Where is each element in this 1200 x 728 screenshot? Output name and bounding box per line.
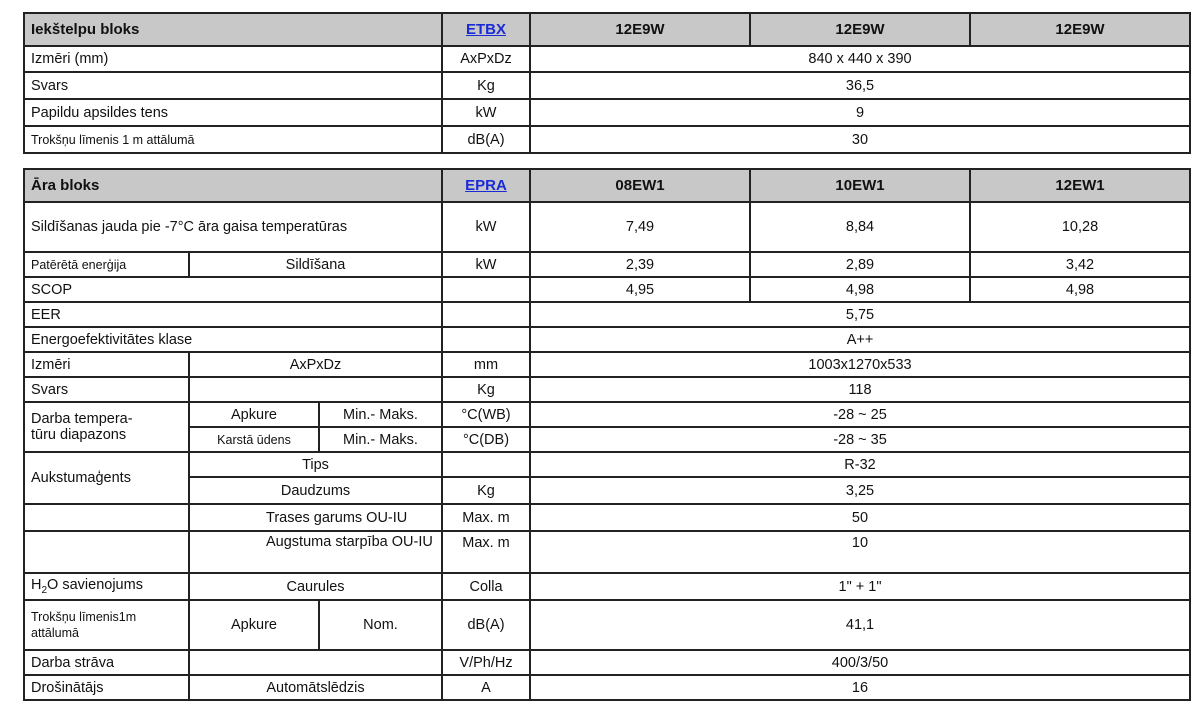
indoor-weight-row bbox=[24, 72, 1190, 99]
temp-range-label bbox=[24, 402, 189, 452]
water-connection-sub: Caurules bbox=[189, 573, 442, 600]
height-diff-unit: Max. m bbox=[442, 531, 530, 573]
current-unit: V/Ph/Hz bbox=[442, 650, 530, 675]
row-value: 9 bbox=[530, 99, 1190, 126]
row-label: Trokšņu līmenis 1 m attālumā bbox=[24, 126, 442, 153]
indoor-model-link[interactable]: ETBX bbox=[442, 13, 530, 46]
power-consumption-value-1: 2,39 bbox=[530, 252, 750, 277]
temp-range-label-line1: Darba tempera- bbox=[31, 411, 133, 427]
row-label: Izmēri (mm) bbox=[24, 46, 442, 72]
dimensions-row bbox=[24, 352, 1190, 377]
temp-hotwater-label: Karstā ūdens bbox=[189, 427, 319, 452]
eer-label: EER bbox=[24, 302, 442, 327]
pipe-length-row bbox=[24, 504, 1190, 531]
power-consumption-row bbox=[24, 252, 1190, 277]
temp-heating-label: Apkure bbox=[189, 402, 319, 427]
refrigerant-amount-unit: Kg bbox=[442, 477, 530, 504]
indoor-unit-table bbox=[23, 12, 1191, 154]
scop-label: SCOP bbox=[24, 277, 442, 302]
power-consumption-value-3: 3,42 bbox=[970, 252, 1190, 277]
energy-class-row bbox=[24, 327, 1190, 352]
outdoor-title: Āra bloks bbox=[24, 169, 442, 202]
refrigerant-amount-row bbox=[24, 477, 1190, 504]
weight-sub bbox=[189, 377, 442, 402]
pipe-length-spacer bbox=[24, 504, 189, 531]
scop-row bbox=[24, 277, 1190, 302]
water-connection-label: $H_2O$ savienojums bbox=[24, 573, 189, 600]
heating-capacity-value-2: 8,84 bbox=[750, 202, 970, 252]
temp-hotwater-value: -28 ~ 35 bbox=[530, 427, 1190, 452]
heating-capacity-value-3: 10,28 bbox=[970, 202, 1190, 252]
fuse-value: 16 bbox=[530, 675, 1190, 700]
row-unit: AxPxDz bbox=[442, 46, 530, 72]
pipe-length-label: Trases garums OU-IU bbox=[189, 504, 442, 531]
energy-class-value: A++ bbox=[530, 327, 1190, 352]
current-row bbox=[24, 650, 1190, 675]
height-diff-row bbox=[24, 531, 1190, 573]
refrigerant-type-label: Tips bbox=[189, 452, 442, 477]
scop-unit bbox=[442, 277, 530, 302]
power-consumption-label: Patērētā enerģija bbox=[24, 252, 189, 277]
outdoor-model-1: 08EW1 bbox=[530, 169, 750, 202]
current-value: 400/3/50 bbox=[530, 650, 1190, 675]
outdoor-header-row bbox=[24, 169, 1190, 202]
noise-row bbox=[24, 600, 1190, 650]
weight-label: Svars bbox=[24, 377, 189, 402]
power-consumption-unit: kW bbox=[442, 252, 530, 277]
temp-heating-minmax: Min.- Maks. bbox=[319, 402, 442, 427]
dimensions-value: 1003x1270x533 bbox=[530, 352, 1190, 377]
scop-value-1: 4,95 bbox=[530, 277, 750, 302]
refrigerant-amount-value: 3,25 bbox=[530, 477, 1190, 504]
heating-capacity-row bbox=[24, 202, 1190, 252]
water-connection-unit: Colla bbox=[442, 573, 530, 600]
scop-value-2: 4,98 bbox=[750, 277, 970, 302]
indoor-model-3: 12E9W bbox=[970, 13, 1190, 46]
current-sub bbox=[189, 650, 442, 675]
fuse-sub: Automātslēdzis bbox=[189, 675, 442, 700]
outdoor-model-2: 10EW1 bbox=[750, 169, 970, 202]
temp-range-heating-row bbox=[24, 402, 1190, 427]
heating-capacity-value-1: 7,49 bbox=[530, 202, 750, 252]
fuse-row bbox=[24, 675, 1190, 700]
weight-unit: Kg bbox=[442, 377, 530, 402]
indoor-heater-row bbox=[24, 99, 1190, 126]
power-consumption-value-2: 2,89 bbox=[750, 252, 970, 277]
refrigerant-type-unit bbox=[442, 452, 530, 477]
refrigerant-type-row bbox=[24, 452, 1190, 477]
row-value: 840 x 440 x 390 bbox=[530, 46, 1190, 72]
fuse-unit: A bbox=[442, 675, 530, 700]
refrigerant-label: Aukstumaģents bbox=[24, 452, 189, 504]
row-unit: dB(A) bbox=[442, 126, 530, 153]
outdoor-model-3: 12EW1 bbox=[970, 169, 1190, 202]
height-diff-label: Augstuma starpība OU-IU bbox=[189, 531, 442, 573]
temp-heating-value: -28 ~ 25 bbox=[530, 402, 1190, 427]
heating-capacity-unit: kW bbox=[442, 202, 530, 252]
noise-label: Trokšņu līmenis1m attālumā bbox=[24, 600, 189, 650]
indoor-model-2: 12E9W bbox=[750, 13, 970, 46]
eer-unit bbox=[442, 302, 530, 327]
current-label: Darba strāva bbox=[24, 650, 189, 675]
indoor-header-row bbox=[24, 13, 1190, 46]
row-value: 30 bbox=[530, 126, 1190, 153]
water-connection-row bbox=[24, 573, 1190, 600]
eer-row bbox=[24, 302, 1190, 327]
noise-nom: Nom. bbox=[319, 600, 442, 650]
temp-hotwater-unit: °C(DB) bbox=[442, 427, 530, 452]
heating-capacity-label: Sildīšanas jauda pie -7°C āra gaisa temperatūras bbox=[24, 202, 442, 252]
indoor-noise-row bbox=[24, 126, 1190, 153]
indoor-model-1: 12E9W bbox=[530, 13, 750, 46]
scop-value-3: 4,98 bbox=[970, 277, 1190, 302]
temp-range-label-line2: tūru diapazons bbox=[31, 427, 127, 443]
outdoor-model-link[interactable]: EPRA bbox=[442, 169, 530, 202]
noise-value: 41,1 bbox=[530, 600, 1190, 650]
refrigerant-type-value: R-32 bbox=[530, 452, 1190, 477]
weight-row bbox=[24, 377, 1190, 402]
height-diff-spacer bbox=[24, 531, 189, 573]
dimensions-sub: AxPxDz bbox=[189, 352, 442, 377]
indoor-title: Iekštelpu bloks bbox=[24, 13, 442, 46]
weight-value: 118 bbox=[530, 377, 1190, 402]
temp-heating-unit: °C(WB) bbox=[442, 402, 530, 427]
energy-class-unit bbox=[442, 327, 530, 352]
height-diff-value: 10 bbox=[530, 531, 1190, 573]
temp-range-hotwater-row bbox=[24, 427, 1190, 452]
noise-unit: dB(A) bbox=[442, 600, 530, 650]
water-connection-value: 1" + 1" bbox=[530, 573, 1190, 600]
dimensions-label: Izmēri bbox=[24, 352, 189, 377]
dimensions-unit: mm bbox=[442, 352, 530, 377]
pipe-length-value: 50 bbox=[530, 504, 1190, 531]
pipe-length-unit: Max. m bbox=[442, 504, 530, 531]
fuse-label: Drošinātājs bbox=[24, 675, 189, 700]
energy-class-label: Energoefektivitātes klase bbox=[24, 327, 442, 352]
row-label: Papildu apsildes tens bbox=[24, 99, 442, 126]
noise-mode: Apkure bbox=[189, 600, 319, 650]
row-unit: kW bbox=[442, 99, 530, 126]
row-label: Svars bbox=[24, 72, 442, 99]
outdoor-unit-table bbox=[23, 168, 1191, 701]
row-value: 36,5 bbox=[530, 72, 1190, 99]
temp-hotwater-minmax: Min.- Maks. bbox=[319, 427, 442, 452]
refrigerant-amount-label: Daudzums bbox=[189, 477, 442, 504]
power-consumption-sub: Sildīšana bbox=[189, 252, 442, 277]
eer-value: 5,75 bbox=[530, 302, 1190, 327]
row-unit: Kg bbox=[442, 72, 530, 99]
indoor-dimensions-row bbox=[24, 46, 1190, 72]
